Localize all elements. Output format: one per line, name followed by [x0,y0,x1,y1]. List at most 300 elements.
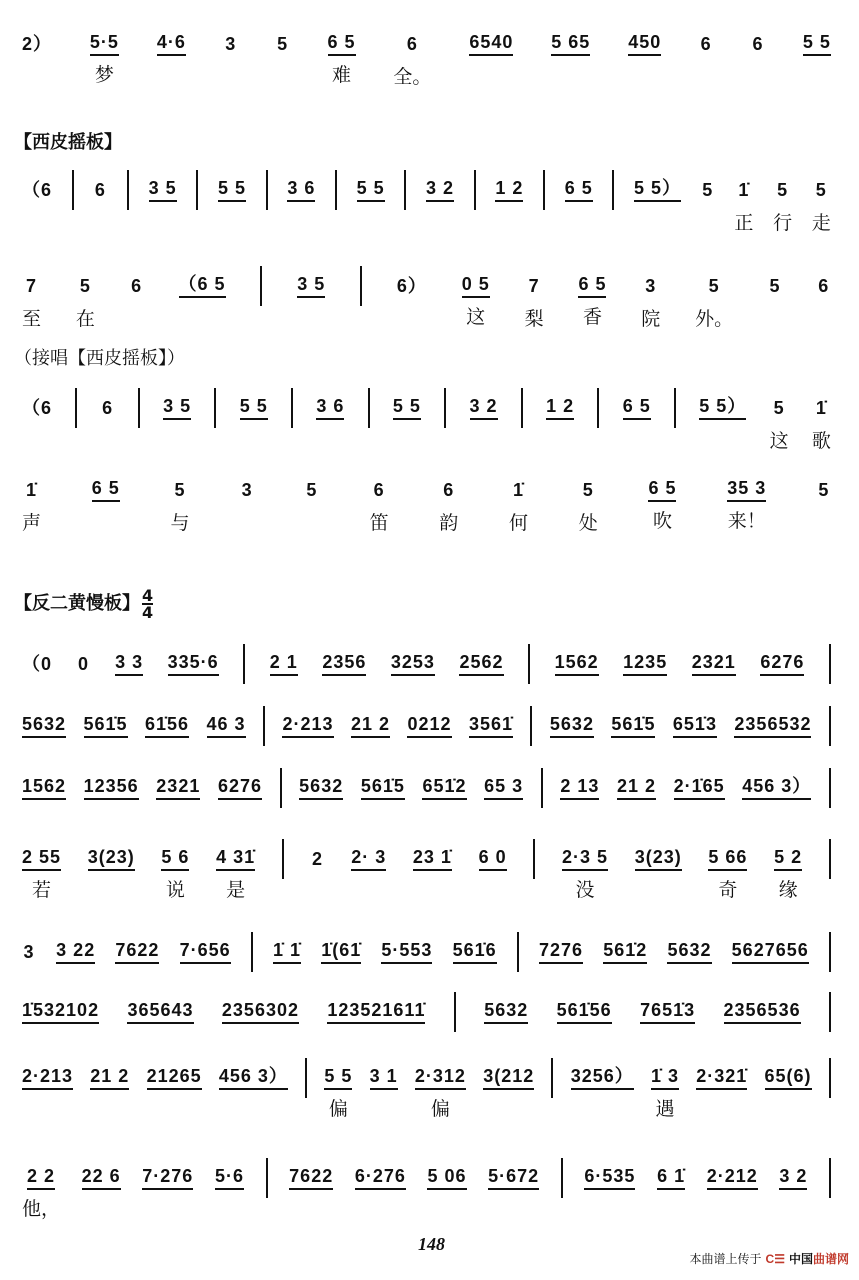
note: 2356532 [734,712,811,738]
note: 1̇ [26,480,38,500]
note-group [240,394,268,452]
note-group [328,30,356,88]
note-group [734,712,811,738]
note: 561̇2 [603,938,647,964]
note-group [324,1064,352,1122]
lyric: 说 [165,879,185,901]
note-group [525,272,544,332]
lyric: 偏 [430,1098,450,1120]
note: 6 [406,34,418,54]
note: 46 3 [207,712,246,738]
note: 2·312 [415,1064,466,1090]
note: （6 5 [179,272,226,298]
note-group [751,30,765,90]
lyric: 这 [466,306,486,328]
note-group [495,176,523,234]
bar-line [444,388,446,428]
note: 3(212 [483,1064,534,1090]
bar-line [282,839,284,879]
note: 2356536 [724,998,801,1024]
lyric: 缘 [778,879,798,901]
note-group [361,774,405,800]
note-group [224,30,238,90]
note-group [84,712,128,738]
note: 3 5 [297,272,325,298]
note-group [180,938,231,964]
bar-line [474,170,476,210]
note-group [240,476,254,536]
note: 2·3 5 [562,845,608,871]
note: 1̇ 3 [651,1064,679,1090]
lyric: 奇 [718,879,738,901]
note: 3 2 [426,176,454,202]
bar-line [251,932,253,972]
bar-line [138,388,140,428]
bar-line [260,266,262,306]
note-group [216,845,255,903]
score-row [22,998,831,1032]
score-row [22,394,831,454]
note: 651̇3 [673,712,717,738]
note-group [321,938,361,964]
bar-line [368,388,370,428]
note-group [812,176,831,236]
bar-line [551,1058,553,1098]
note-group [565,176,593,234]
note: 21 2 [90,1064,129,1090]
note-group [617,774,656,800]
bar-line [829,992,831,1032]
lyric: 至 [22,308,42,330]
note: 5 [79,276,91,296]
note-group [305,476,319,536]
note-group [77,650,91,678]
note: 21265 [147,1064,202,1090]
note-group [623,650,667,676]
note-group [163,394,191,452]
note-group [130,272,144,332]
time-sig-bottom: 4 [142,603,154,622]
note: 5 [582,480,594,500]
bar-line [72,170,74,210]
bar-line [196,170,198,210]
note-group [635,845,682,903]
note-group [397,272,427,332]
lyric: 声 [22,512,42,534]
note: 3 2 [470,394,498,420]
note: 7·656 [180,938,231,964]
note: 5·553 [381,938,432,964]
note-group [219,1064,288,1122]
bar-line [280,768,282,808]
note-group [724,998,801,1024]
note-group [76,272,95,332]
note: 561̇5 [84,712,128,738]
note: 6 [443,480,455,500]
note-group [157,30,186,88]
note-group [115,650,143,676]
note-group [484,774,523,800]
bar-line [521,388,523,428]
note-group [22,1064,73,1122]
note-group [391,650,435,676]
note-group [539,938,583,964]
note: 7622 [289,1164,333,1190]
note: 7651̇3 [640,998,695,1024]
note-group [156,774,200,800]
note-group [351,845,386,903]
note: 5632 [299,774,343,800]
note-group [170,476,189,536]
score-row [22,30,831,90]
note-group [727,476,766,534]
note: 335·6 [168,650,219,676]
note-group [560,774,599,800]
lyric: 在 [75,308,95,330]
note: 21 2 [351,712,390,738]
bar-line [75,388,77,428]
note-group [651,1064,679,1122]
note-group [355,1164,406,1222]
note-group [773,176,792,236]
note-group [316,394,344,452]
note-group [393,30,431,90]
note-group [470,394,498,452]
note-group [760,650,804,676]
note: 3 [645,276,657,296]
note-group [742,774,811,800]
note: 365643 [127,998,193,1024]
section-header-xipi-yaoban: 【西皮摇板】 [14,132,122,153]
note-group [207,712,246,738]
bar-line [543,170,545,210]
note: 123521611̇ [327,998,425,1024]
note-group [803,30,831,88]
note: 5 5 [240,394,268,420]
bar-line [829,768,831,808]
note: 6 [373,480,385,500]
note-group [127,998,193,1024]
note: 2· 3 [351,845,386,871]
note: 4·6 [157,30,186,56]
note: 5 [818,480,830,500]
bar-line [335,170,337,210]
note-group [611,712,655,738]
time-sig-top: 4 [142,586,154,605]
note: 3253 [391,650,435,676]
site-name-a: 中国 [788,1252,813,1266]
note: 5 [306,480,318,500]
note-group [708,845,747,903]
bar-line [829,839,831,879]
lyric: 没 [575,879,595,901]
bar-line [263,706,265,746]
score-row [22,1064,831,1122]
note: 2 2 [27,1164,55,1190]
section-title: 【反二黄慢板】 [14,593,140,614]
note: 6 0 [479,845,507,871]
note: 7276 [539,938,583,964]
note-group [479,845,507,903]
note-group [327,998,425,1024]
note-group [640,998,695,1024]
note: 651̇2 [422,774,466,800]
note-group [696,1064,747,1122]
note-group [22,774,66,800]
lyric: 难 [332,64,352,86]
note: 1 2 [546,394,574,420]
note: 5 5） [699,394,746,420]
note: 2·1̇65 [674,774,725,800]
score-row [22,650,831,684]
note: 5 06 [427,1164,466,1190]
note-group [774,845,802,903]
bar-line [829,1058,831,1098]
note-group [22,30,52,90]
note: 5 [815,180,827,200]
lyric: 全。 [393,66,432,88]
note-group [812,394,831,454]
bar-line [404,170,406,210]
lyric: 梦 [94,64,114,86]
note: 5 6 [161,845,189,871]
note: 2 [312,849,324,869]
note-group [579,476,598,536]
note-group [509,476,528,536]
note: 450 [628,30,661,56]
note: 5632 [667,938,711,964]
page-number: 148 [418,1234,445,1254]
note: 2321 [692,650,736,676]
bar-line [561,1158,563,1198]
note-group [93,176,107,236]
note: 5 [769,276,781,296]
note-group [56,938,95,964]
lyric: 与 [170,512,190,534]
note-group [218,176,246,234]
note: 4 31̇ [216,845,255,871]
score-row [22,176,831,236]
bar-line [674,388,676,428]
note-group [179,272,226,330]
note-group [603,938,647,964]
site-name-b: 曲谱网 [812,1252,849,1266]
note: 5·672 [488,1164,539,1190]
note: 5 5 [393,394,421,420]
note-group [282,712,333,738]
note-group [22,650,52,678]
note-group [101,394,115,454]
note: 561̇5 [361,774,405,800]
bar-line [829,1158,831,1198]
note-group [770,394,789,454]
note: 5 [702,180,714,200]
note: 3 3 [115,650,143,676]
lyric: 外。 [695,308,734,330]
note-group [370,476,389,536]
note: （6 [22,398,53,418]
score-row [22,938,831,972]
note: 1 2 [495,176,523,202]
note-group [22,1164,60,1222]
note: 5 [174,480,186,500]
note-group [692,650,736,676]
note: 3 6 [287,176,315,202]
note-group [218,774,262,800]
note-group [90,30,119,88]
note: 6 5 [623,394,651,420]
bar-line [517,932,519,972]
note: 3 [225,34,237,54]
note: 5627656 [732,938,809,964]
note: 456 3） [742,774,811,800]
note: 65(6) [765,1064,812,1090]
note: 2356 [322,650,366,676]
note-group [161,845,189,903]
note: 6 [131,276,143,296]
lyric: 遇 [655,1098,675,1120]
note: 5 [277,34,289,54]
note: 6 5 [565,176,593,202]
bar-line [454,992,456,1032]
note: 3 2 [779,1164,807,1190]
note: 0 5 [462,272,490,298]
lyric: 何 [509,512,529,534]
note-group [276,30,290,90]
note-group [562,845,608,903]
note-group [297,272,325,330]
note-group [90,1064,129,1122]
note-group [555,650,599,676]
section-header-fanerhuang [14,588,153,620]
note-group [22,998,99,1024]
note-group [483,1064,534,1122]
note-group [92,476,120,534]
lyric: 他， [22,1198,61,1220]
note-group [22,938,36,966]
bar-line [243,644,245,684]
score-row [22,272,831,332]
note-group [699,30,713,90]
note: 5 [777,180,789,200]
note: 3(23) [635,845,682,871]
bar-line [541,768,543,808]
lyric: 正 [734,212,754,234]
note: 6 [818,276,830,296]
score-row [22,476,831,536]
note-group [142,1164,193,1222]
note: 7·276 [142,1164,193,1190]
bar-line [829,706,831,746]
note: 2·213 [282,712,333,738]
note-group [289,1164,333,1222]
score-row [22,774,831,808]
note-group [393,394,421,452]
note-group [779,1164,807,1222]
note-group [817,476,831,536]
note-group [22,476,41,536]
note: 5 5 [218,176,246,202]
note-group [469,30,513,88]
note: 3(23) [88,845,135,871]
note: 5·6 [215,1164,244,1190]
note: 5 [708,276,720,296]
note-group [459,650,503,676]
site-logo-icon: C☰ [765,1251,785,1266]
note-group [551,30,590,88]
bar-line [360,266,362,306]
note: 6540 [469,30,513,56]
note-group [115,938,159,964]
note: 1562 [22,774,66,800]
note-group [168,650,219,676]
note: 2 13 [560,774,599,800]
note: 2356302 [222,998,299,1024]
note-group [462,272,490,330]
note: 3256） [571,1064,634,1090]
note-group [732,938,809,964]
note-group [578,272,606,330]
lyric: 走 [811,212,831,234]
note-group [734,176,753,236]
note-group [149,176,177,234]
note: 561̇6 [453,938,497,964]
note-group [648,476,676,534]
note-group [695,272,733,332]
note-group [381,938,432,964]
note-group [145,712,189,738]
bar-line [533,839,535,879]
score-row [22,712,831,746]
lyric: 笛 [369,512,389,534]
lyric: 偏 [328,1098,348,1120]
note-group [215,1164,244,1222]
note-group [469,712,513,738]
note-group [82,1164,121,1222]
lyric: 韵 [439,512,459,534]
note-group [817,272,831,332]
note-group [370,1064,398,1122]
note: 5632 [550,712,594,738]
note: 6 [102,398,114,418]
note: 6 1̇ [657,1164,685,1190]
time-signature [142,588,153,620]
note-group [413,845,452,903]
bar-line [530,706,532,746]
note: 2 55 [22,845,61,871]
note: 561̇56 [557,998,612,1024]
note: 6 5 [328,30,356,56]
note: 2321 [156,774,200,800]
note: 3561̇ [469,712,513,738]
lyric: 院 [641,308,661,330]
note: 3 6 [316,394,344,420]
note-group [357,176,385,234]
note: 6 [94,180,106,200]
note-group [765,1064,812,1122]
note: 3 [241,480,253,500]
note: 456 3） [219,1064,288,1090]
lyric: 若 [32,879,52,901]
note: 2 1 [270,650,298,676]
section-header-jiechang: （接唱【西皮摇板】） [14,348,185,369]
site-name [789,1250,849,1267]
note-group [584,1164,635,1222]
note-group [270,650,298,676]
bar-line [612,170,614,210]
note-group [623,394,651,452]
note: 5 5 [357,176,385,202]
